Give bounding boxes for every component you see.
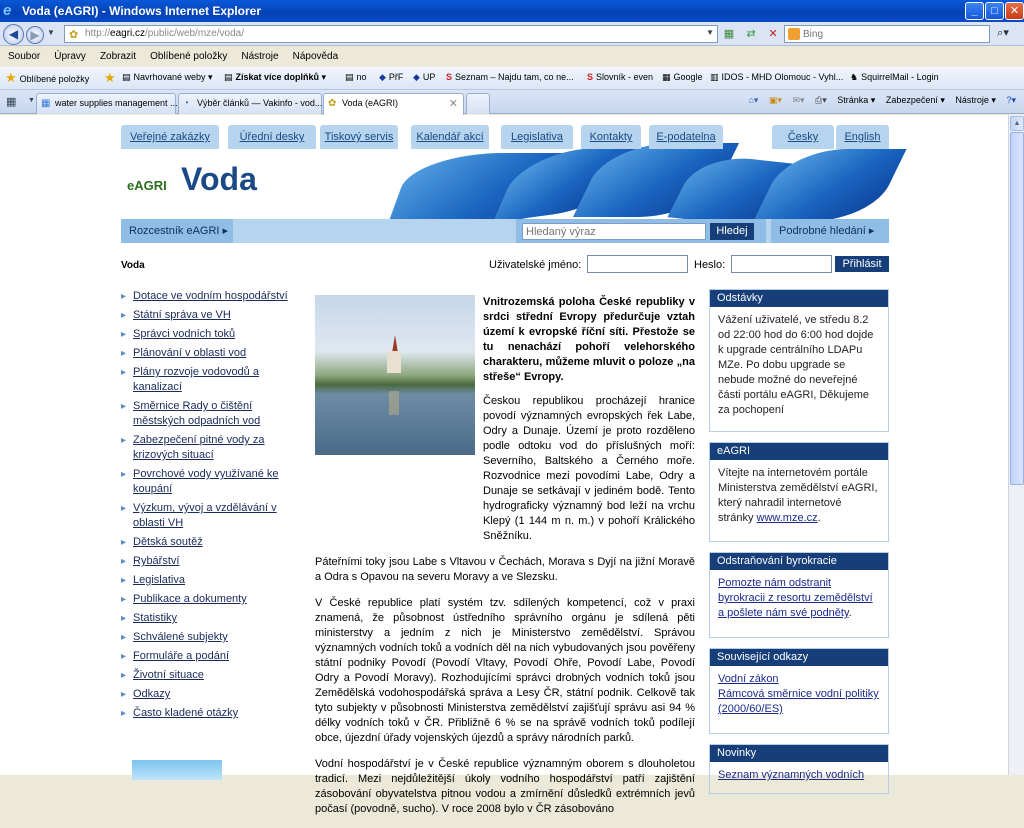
web-icon: ▤ — [345, 72, 354, 82]
squirrel-icon: ♞ — [850, 72, 859, 82]
home-icon[interactable]: ⌂▾ — [748, 95, 759, 105]
content-paragraph: Vodní hospodářství je v České republice významným oborem s dlouholetou tradicí. Mezi nejdůležitější úkoly vodního hospodářství patří zajištění zásobování obyvatelstva pitnou vodou a zmírnění důsledků extrémních jevů počasí (povodně, sucho). V roce 2008 bylo v ČR zásobováno — [315, 758, 695, 815]
url-input[interactable] — [64, 25, 718, 43]
bureaucracy-box — [709, 552, 889, 638]
sidebar-item[interactable]: ▸ Povrchové vody využívané ke koupání — [121, 467, 291, 497]
google-icon: ▦ — [41, 98, 51, 109]
fav-no[interactable]: ▤ no — [345, 72, 367, 82]
lead-paragraph: Vnitrozemská poloha České republiky v srdci střední Evropy předurčuje vztah území k evropské říční síti. Přestože se tu nenachází pohoří velehorského charakteru, můžeme mluvit o poloze „na střeše“ Evropy. — [483, 296, 695, 383]
water-framework-link[interactable]: Rámcová směrnice vodní politiky (2000/60/ES) — [718, 688, 879, 715]
fav-google[interactable]: ▦ Google — [662, 72, 703, 82]
username-label: Uživatelské jméno: — [489, 259, 582, 271]
box-title: Související odkazy — [710, 649, 888, 666]
url-dropdown-icon[interactable]: ▼ — [706, 28, 714, 37]
help-icon[interactable]: ?▾ — [1006, 95, 1016, 105]
advanced-search-button[interactable]: Podrobné hledání ▸ — [771, 219, 889, 243]
outage-box — [709, 289, 889, 432]
lang-english[interactable]: English — [836, 125, 889, 149]
sidebar-item[interactable]: ▸ Rybářství — [121, 554, 291, 569]
sidebar-item[interactable]: ▸ Odkazy — [121, 687, 291, 702]
fav-idos[interactable]: ▥ IDOS - MHD Olomouc - Vyhl... — [710, 72, 844, 82]
seznam-icon: S — [446, 72, 453, 82]
vertical-scrollbar[interactable] — [1008, 115, 1024, 775]
sidebar-item[interactable]: ▸ Plánování v oblasti vod — [121, 346, 291, 361]
box-title: eAGRI — [710, 443, 888, 460]
fav-seznam[interactable]: S Seznam – Najdu tam, co ne... — [446, 72, 574, 82]
box-title: Odstraňování byrokracie — [710, 553, 888, 570]
idos-icon: ▥ — [710, 72, 719, 82]
history-dropdown-icon[interactable]: ▼ — [47, 28, 55, 37]
command-bar — [740, 95, 1016, 106]
nav-verejne-zakazky[interactable]: Veřejné zakázky — [121, 125, 219, 149]
wave-decoration — [753, 149, 906, 221]
ie-logo-icon: e — [3, 2, 12, 19]
search-box[interactable] — [784, 25, 990, 43]
mail-icon[interactable]: ✉▾ — [792, 95, 805, 105]
vakinfo-icon: ◔ — [183, 98, 190, 109]
scroll-up-icon[interactable]: ▲ — [1010, 116, 1024, 131]
login-button[interactable]: Přihlásit — [835, 256, 889, 272]
breadcrumb: Voda — [121, 260, 145, 271]
sidebar-item[interactable]: ▸ Plány rozvoje vodovodů a kanalizací — [121, 365, 291, 395]
box-text: Vítejte na internetovém portále Ministerstva zemědělství eAGRI, který nahradil internetové stránky www.mze.cz. — [718, 467, 878, 524]
sidebar-item[interactable]: ▸ Legislativa — [121, 573, 291, 588]
star-icon: ★ — [5, 70, 17, 85]
site-search-input[interactable] — [522, 223, 706, 240]
shield-icon: ◆ — [413, 72, 420, 82]
menu-tools[interactable]: Nástroje — [241, 51, 279, 62]
feeds-icon[interactable]: ▣▾ — [768, 95, 782, 105]
back-button[interactable]: ◀ — [3, 24, 24, 45]
sub-navigation — [121, 219, 889, 243]
window-title: Voda (eAGRI) - Windows Internet Explorer — [22, 4, 262, 18]
menu-file[interactable]: Soubor — [8, 51, 41, 62]
bing-icon — [788, 28, 800, 40]
sidebar-item[interactable]: ▸ Často kladené otázky — [121, 706, 291, 721]
sidebar-item[interactable]: ▸ Formuláře a podání — [121, 649, 291, 664]
nav-e-podatelna[interactable]: E-podatelna — [649, 125, 723, 149]
box-text — [710, 666, 888, 724]
scroll-thumb[interactable] — [1010, 132, 1024, 485]
compat-view-icon[interactable]: ▦ — [723, 28, 735, 40]
fav-squirrelmail[interactable]: ♞ SquirrelMail - Login — [850, 72, 939, 82]
content-paragraph: Českou republikou procházejí hranice povodí významných evropských řek Labe, Odry a Dunaje. Území je proto rozděleno podle odtoku vod do příslušných moří: Severního, Baltského a Černého moře. Rozvodnice mezi povodími Labe, Odry a Dunaje se setkávají v jediném bodě. Tento hydrograficky významný bod leží na vrchu Klepý (1 144 m n. m.) v pohoří Králického Sněžníku. — [483, 395, 695, 542]
water-act-link[interactable]: Vodní zákon — [718, 673, 779, 685]
tab-water-supplies[interactable]: ▦ water supplies management ... — [36, 93, 176, 114]
news-link[interactable]: Seznam významných vodních — [718, 769, 865, 781]
box-text: Pomozte nám odstranit byrokracii z resortu zemědělství a pošlete nám své podněty. — [718, 577, 873, 619]
sidebar-item[interactable]: ▸ Dětská soutěž — [121, 535, 291, 550]
web-icon: ▤ — [224, 72, 233, 82]
favorites-bar — [0, 67, 1024, 90]
right-sidebar — [709, 289, 889, 804]
sidebar-item[interactable]: ▸ Správci vodních toků — [121, 327, 291, 342]
sidebar-item[interactable]: ▸ Výzkum, vývoj a vzdělávání v oblasti VH — [121, 501, 291, 531]
password-input[interactable] — [731, 255, 832, 273]
sidebar-item[interactable]: ▸ Statistiky — [121, 611, 291, 626]
tab-bar — [0, 90, 1024, 114]
eagri-logo[interactable]: eAGRI — [127, 178, 167, 193]
stop-icon[interactable]: ✕ — [768, 28, 778, 40]
seznam-icon: S — [587, 72, 594, 82]
sidebar-item[interactable]: ▸ Publikace a dokumenty — [121, 592, 291, 607]
quick-tabs-icon[interactable]: ▦ — [6, 96, 17, 108]
add-favorite-icon[interactable]: ★ — [104, 70, 116, 85]
refresh-icon[interactable]: ⇄ — [746, 28, 756, 40]
content-paragraph: V České republice platí systém tzv. sdílených kompetencí, což v praxi znamená, že působnost ústředního správního orgánu je sdílená pěti ministerstvy a jedním z nich je Ministerstvo zemědělství. Správou významných vodních toků a vodních děl na nich vybudovaných jsou pověřeny státní podniky Povodí (Povodí Vltavy, Povodí Ohře, Povodí Labe, Povodí Odry a Povodí Moravy). Rozhodujícími správci drobných vodních toků jsou Zemědělská vodohospodářská správa a Lesy ČR, státní podnik. Celkově tak tyto subjekty v působnosti Ministerstva zemědělství zajišťují správu asi 94 % délky vodních toků v ČR. Přibližně 6 % se na správě vodních toků podílejí obce, újezdní úřady vojenských újezdů a správy národních parků. — [315, 597, 695, 744]
search-icon[interactable]: ⌕▾ — [997, 27, 1009, 39]
fav-up[interactable]: ◆ UP — [413, 72, 436, 82]
nav-kalendar-akci[interactable]: Kalendář akcí — [411, 125, 489, 149]
page-favicon-icon: ✿ — [69, 29, 79, 41]
close-tab-icon[interactable]: ✕ — [448, 98, 458, 110]
left-navigation — [121, 289, 291, 725]
sidebar-item[interactable]: ▸ Státní správa ve VH — [121, 308, 291, 323]
page-viewport — [0, 115, 1008, 815]
sidebar-item[interactable]: ▸ Dotace ve vodním hospodářství — [121, 289, 291, 304]
maximize-button[interactable]: □ — [985, 2, 1004, 20]
nav-tiskovy-servis[interactable]: Tiskový servis — [320, 125, 398, 149]
title-bar — [0, 0, 1024, 22]
search-button[interactable]: Hledej — [710, 223, 754, 240]
username-input[interactable] — [587, 255, 688, 273]
fav-prf[interactable]: ◆ PřF — [379, 72, 404, 82]
fav-slovnik[interactable]: S Slovník - even — [587, 72, 654, 82]
lang-czech[interactable]: Česky — [772, 125, 834, 149]
sidebar-item[interactable]: ▸ Schválené subjekty — [121, 630, 291, 645]
tools-menu[interactable]: Nástroje ▾ — [955, 95, 996, 105]
forward-button[interactable]: ▶ — [26, 26, 44, 44]
mze-link[interactable]: www.mze.cz — [756, 512, 818, 524]
tab-list-icon[interactable]: ▼ — [28, 97, 35, 104]
eagri-box — [709, 442, 889, 542]
page-title: Voda — [181, 161, 257, 197]
minimize-button[interactable]: _ — [965, 2, 984, 20]
sidebar-item[interactable]: ▸ Směrnice Rady o čištění městských odpadních vod — [121, 399, 291, 429]
address-bar — [0, 22, 1024, 46]
menu-favorites[interactable]: Oblíbené položky — [150, 51, 228, 62]
password-label: Heslo: — [694, 259, 726, 271]
box-text — [710, 762, 888, 790]
related-links-box — [709, 648, 889, 734]
web-search-input[interactable] — [803, 27, 983, 41]
tab-voda[interactable]: ✿ Voda (eAGRI) ✕ — [323, 93, 464, 115]
new-tab-button[interactable] — [466, 93, 490, 114]
content-paragraph: Páteřními toky jsou Labe s Vltavou v Čechách, Morava s Dyjí na jižní Moravě a Odra s Opavou na severu Moravy a ve Slezsku. — [315, 556, 695, 583]
box-title: Odstávky — [710, 290, 888, 307]
main-content — [315, 295, 695, 828]
box-title: Novinky — [710, 745, 888, 762]
url-text: http://eagri.cz/public/web/mze/voda/ — [85, 28, 244, 39]
fav-suggested-sites[interactable]: ▤ Navrhované weby ▾ — [122, 72, 213, 82]
nav-kontakty[interactable]: Kontakty — [581, 125, 641, 149]
print-icon[interactable]: ⎙▾ — [815, 95, 827, 105]
nav-legislativa[interactable]: Legislativa — [501, 125, 573, 149]
nav-uredni-desky[interactable]: Úřední desky — [228, 125, 316, 149]
sidebar-item[interactable]: ▸ Zabezpečení pitné vody za krizových situací — [121, 433, 291, 463]
fav-more-addons[interactable]: ▤ Získat více doplňků ▾ — [224, 72, 327, 82]
menu-help[interactable]: Nápověda — [292, 51, 339, 62]
favorites-button[interactable]: ★ Oblíbené položky — [5, 70, 90, 85]
eagri-favicon-icon: ✿ — [328, 98, 337, 109]
google-icon: ▦ — [662, 72, 671, 82]
sidebar-item[interactable]: ▸ Životní situace — [121, 668, 291, 683]
site-search — [516, 219, 766, 243]
box-text: Vážení uživatelé, ve středu 8.2 od 22:00 hod do 6:00 hod dojde k upgrade centrálního LDAPu MZe. Po dobu upgrade se nebude možné do neveřejné části portálu eAGRI, Děkujeme za pochopení — [718, 314, 874, 416]
close-button[interactable]: ✕ — [1005, 2, 1024, 20]
shield-icon: ◆ — [379, 72, 386, 82]
page-menu[interactable]: Stránka ▾ — [837, 95, 876, 105]
promo-thumbnail[interactable] — [132, 760, 222, 780]
menu-view[interactable]: Zobrazit — [99, 51, 137, 62]
menu-bar — [0, 47, 1024, 67]
safety-menu[interactable]: Zabezpečení ▾ — [885, 95, 945, 105]
bureaucracy-link[interactable]: Pomozte nám odstranit byrokracii z resortu zemědělství a pošlete nám své podněty — [718, 577, 873, 619]
news-box — [709, 744, 889, 794]
address-tools — [721, 26, 784, 42]
web-icon: ▤ — [122, 72, 131, 82]
menu-edit[interactable]: Úpravy — [54, 51, 86, 62]
tab-vakinfo[interactable]: ◔ Výběr článků — Vakinfo - vod... — [178, 93, 322, 114]
rozcestnik-button[interactable]: Rozcestník eAGRI ▸ — [121, 219, 233, 243]
